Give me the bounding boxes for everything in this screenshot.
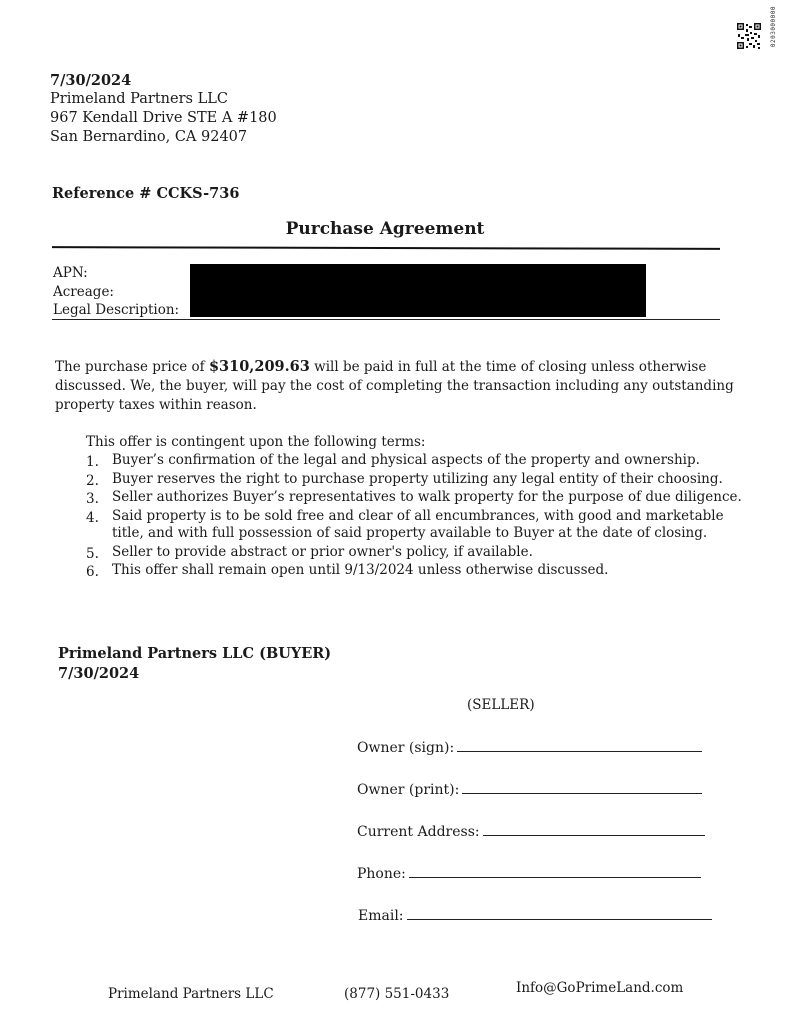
list-item: [86, 544, 746, 562]
phone-label: Phone:: [357, 866, 406, 882]
acreage-label: Acreage:: [53, 283, 114, 300]
email-field[interactable]: [358, 906, 712, 924]
term-text: Buyer reserves the right to purchase property utilizing any legal entity of their choosing.: [112, 470, 723, 487]
term-text: Seller authorizes Buyer’s representatives to walk property for the purpose of due diligence.: [112, 489, 742, 505]
owner-sign-label: Owner (sign):: [357, 740, 455, 756]
terms-intro: This offer is contingent upon the following terms:: [86, 434, 426, 450]
page-title: Purchase Agreement: [285, 219, 485, 239]
price-text-after: will be paid in full at the time of closing unless otherwise discussed. We, the buyer, will pay the cost of completing the transaction including any outstanding property taxes within reason.: [55, 359, 734, 413]
sender-company: Primeland Partners LLC: [50, 91, 228, 107]
owner-print-field[interactable]: [357, 780, 702, 798]
property-fields: [53, 264, 179, 320]
footer-company: Primeland Partners LLC: [108, 986, 274, 1002]
redaction-block: [190, 264, 646, 317]
terms-list: [86, 452, 746, 581]
term-text: Seller to provide abstract or prior owner's policy, if available.: [112, 543, 533, 560]
current-address-field[interactable]: [357, 822, 705, 840]
owner-sign-field[interactable]: [357, 738, 702, 756]
sender-address: [50, 71, 277, 147]
divider-top: [52, 246, 720, 250]
phone-line[interactable]: [409, 864, 701, 878]
price-paragraph: [55, 357, 735, 415]
term-number: 4.: [86, 509, 99, 526]
phone-field[interactable]: [357, 864, 701, 882]
buyer-name: Primeland Partners LLC (BUYER): [58, 645, 332, 662]
email-label: Email:: [358, 908, 404, 924]
email-line[interactable]: [407, 906, 712, 920]
term-number: 3.: [86, 491, 99, 507]
list-item: [86, 508, 746, 543]
term-number: 5.: [86, 545, 99, 562]
owner-sign-line[interactable]: [457, 738, 702, 752]
term-text: This offer shall remain open until 9/13/2024 unless otherwise discussed.: [112, 562, 609, 578]
list-item: [86, 562, 746, 580]
letter-date: 7/30/2024: [50, 72, 132, 89]
legal-description-label: Legal Description:: [53, 302, 180, 318]
sender-city: San Bernardino, CA 92407: [50, 129, 248, 145]
term-text: Said property is to be sold free and clear of all encumbrances, with good and marketable title, and with full possession of said property available to Buyer at the date of closing.: [112, 507, 724, 541]
term-number: 2.: [86, 472, 99, 489]
list-item: [86, 471, 746, 489]
current-address-line[interactable]: [483, 822, 705, 836]
owner-print-line[interactable]: [462, 780, 702, 794]
list-item: [86, 452, 746, 470]
term-number: 6.: [86, 564, 99, 580]
reference-number: Reference # CCKS-736: [52, 185, 240, 202]
purchase-price: $310,209.63: [208, 358, 310, 375]
list-item: [86, 489, 746, 507]
owner-print-label: Owner (print):: [357, 782, 460, 798]
buyer-date: 7/30/2024: [58, 665, 140, 682]
buyer-block: [58, 644, 331, 684]
apn-label: APN:: [53, 265, 88, 281]
footer-email: Info@GoPrimeLand.com: [516, 980, 684, 996]
price-text-before: The purchase price of: [55, 359, 209, 375]
divider-bottom: [52, 319, 720, 320]
scan-code: 0203000000: [770, 6, 777, 48]
footer-phone: (877) 551-0433: [344, 986, 450, 1002]
term-text: Buyer’s confirmation of the legal and physical aspects of the property and ownership.: [112, 452, 700, 468]
qr-code-icon: [736, 22, 762, 50]
term-number: 1.: [86, 454, 99, 470]
seller-heading: (SELLER): [467, 697, 535, 713]
sender-street: 967 Kendall Drive STE A #180: [50, 110, 277, 126]
current-address-label: Current Address:: [357, 824, 480, 840]
